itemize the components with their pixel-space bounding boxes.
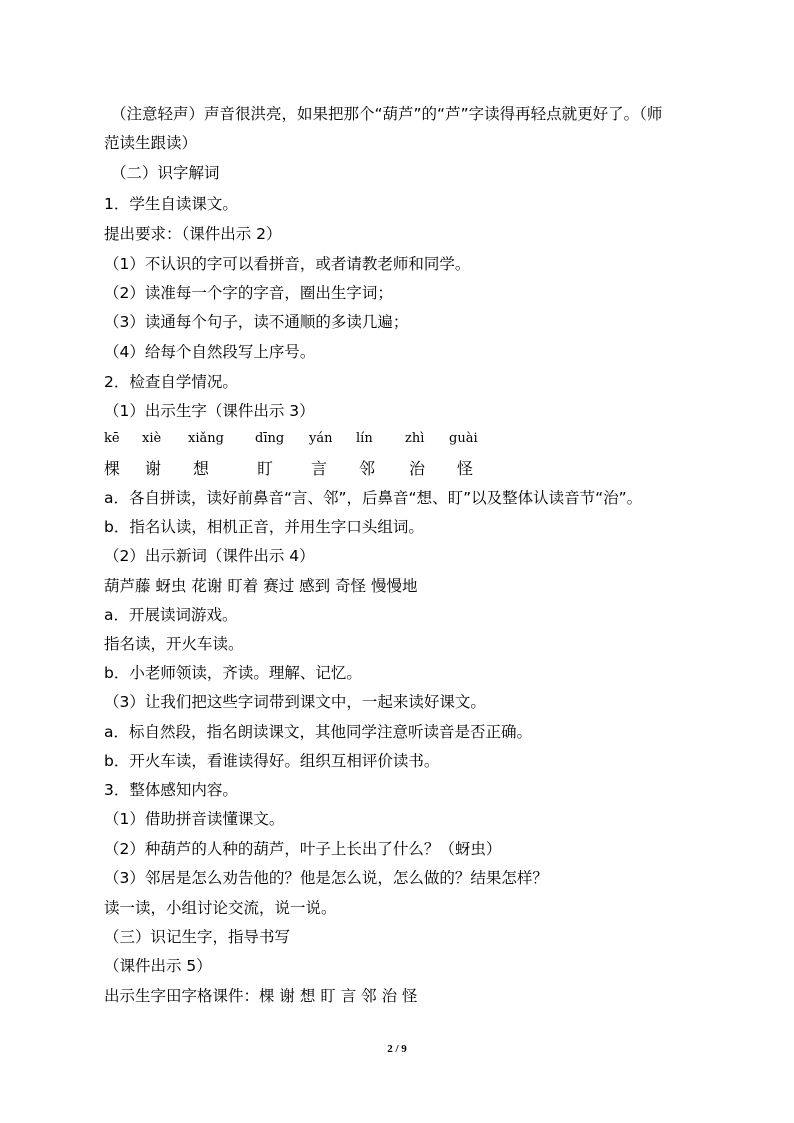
hanzi-char: 盯 [257, 459, 274, 478]
paragraph-line: 读一读，小组讨论交流，说一说。 [104, 899, 337, 917]
list-item: （1）借助拼音读懂课文。 [104, 810, 285, 828]
paragraph-line: 1．学生自读课文。 [104, 195, 238, 213]
pinyin-label: guài [449, 431, 478, 446]
paragraph-line: （注意轻声）声音很洪亮，如果把那个“葫芦”的“芦”字读得再轻点就更好了。（师 [111, 105, 663, 123]
hanzi-char: 邻 [359, 459, 376, 478]
pinyin-label: xiǎng [188, 431, 224, 446]
pinyin-label: yán [309, 431, 333, 446]
hanzi-char: 想 [193, 459, 210, 478]
paragraph-line: a．标自然段，指名朗读课文，其他同学注意听读音是否正确。 [104, 723, 533, 741]
section-heading: （三）识记生字，指导书写 [104, 928, 291, 946]
hanzi-char: 治 [409, 459, 426, 478]
page-number: 2 / 9 [387, 1043, 407, 1055]
list-item: （4）给每个自然段写上序号。 [104, 343, 316, 361]
pinyin-label: kē [104, 431, 120, 446]
paragraph-line: 提出要求：（课件出示 2） [104, 225, 282, 243]
list-item: （3）邻居是怎么劝告他的？他是怎么说，怎么做的？结果怎样？ [104, 869, 548, 887]
section-heading: （二）识字解词 [111, 164, 220, 182]
paragraph-line: b．小老师领读，齐读。理解、记忆。 [104, 664, 362, 682]
list-item: （3）读通每个句子，读不通顺的多读几遍； [104, 313, 409, 331]
hanzi-char: 谢 [145, 459, 162, 478]
paragraph-line: （课件出示 5） [104, 957, 212, 975]
list-item: （2）种葫芦的人种的葫芦，叶子上长出了什么？（蚜虫） [104, 840, 502, 858]
list-item: （3）让我们把这些字词带到课文中，一起来读好课文。 [104, 693, 486, 711]
paragraph-line: a．各自拼读，读好前鼻音“言、邻”，后鼻音“想、盯”以及整体认读音节“治”。 [104, 489, 643, 507]
list-item: （1）出示生字（课件出示 3） [104, 402, 315, 420]
pinyin-label: lín [356, 431, 373, 446]
paragraph-line: b．开火车读，看谁读得好。组织互相评价读书。 [104, 752, 440, 770]
paragraph-line: 指名读，开火车读。 [104, 635, 244, 653]
paragraph-line: 2．检查自学情况。 [104, 373, 238, 391]
list-item: （2）读准每一个字的字音，圈出生字词； [104, 284, 393, 302]
paragraph-line: 3．整体感知内容。 [104, 781, 238, 799]
list-item: （1）不认识的字可以看拼音，或者请教老师和同学。 [104, 255, 471, 273]
hanzi-char: 棵 [104, 459, 121, 478]
pinyin-label: zhì [405, 431, 425, 446]
paragraph-line: a．开展读词游戏。 [104, 606, 238, 624]
pinyin-label: dīng [255, 431, 285, 446]
word-list: 葫芦藤 蚜虫 花谢 盯着 赛过 感到 奇怪 慢慢地 [104, 577, 418, 595]
paragraph-line: 出示生字田字格课件：棵 谢 想 盯 言 邻 治 怪 [104, 987, 418, 1005]
list-item: （2）出示新词（课件出示 4） [104, 547, 315, 565]
pinyin-label: xiè [142, 431, 162, 446]
paragraph-line: 范读生跟读） [104, 134, 198, 152]
hanzi-char: 言 [311, 459, 328, 478]
paragraph-line: b．指名认读，相机正音，并用生字口头组词。 [104, 518, 424, 536]
hanzi-char: 怪 [457, 459, 474, 478]
